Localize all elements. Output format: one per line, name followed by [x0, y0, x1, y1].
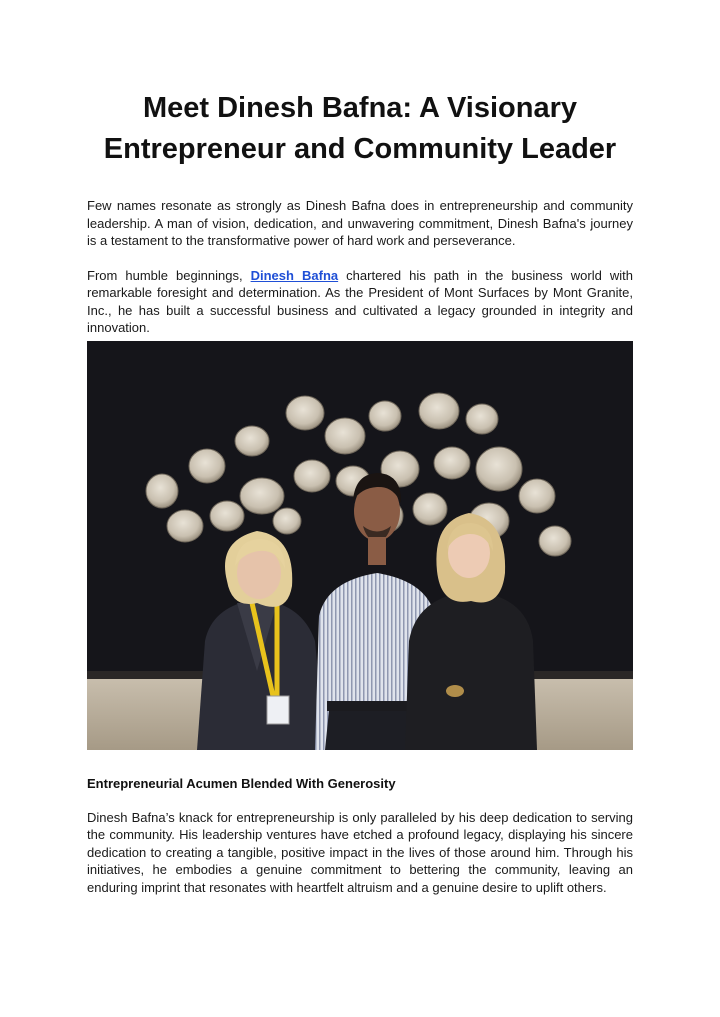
page-title: Meet Dinesh Bafna: A Visionary Entrepreneur and Community Leader [103, 92, 617, 165]
community-paragraph: Dinesh Bafna’s knack for entrepreneurship is only paralleled by his deep dedication to serving the community. His leadership ventures have etched a profound legacy, displaying his sincere dedication to creating a tangible, positive impact in the lives of those around him. Through his initiatives, he embodies a genuine commitment to bettering the community, leaving an enduring imprint that resonates with heartfelt altruism and a genuine desire to uplift others. [87, 809, 633, 895]
section-heading: Entrepreneurial Acumen Blended With Generosity [87, 775, 396, 791]
paragraph-text-after-link: chartered his path in the business world with remarkable foresight and determination. As the President of Mont Surfaces by Mont Granite, Inc., he has built a successful business and cultivated a legacy grounded in integrity and innovation. [87, 267, 633, 335]
background-paragraph [87, 267, 633, 337]
paragraph-text-before-link: From humble beginnings, [87, 267, 251, 283]
intro-paragraph: Few names resonate as strongly as Dinesh Bafna does in entrepreneurship and community leadership. A man of vision, dedication, and unwavering commitment, Dinesh Bafna's journey is a testament to the transformative power of hard work and perseverance. [87, 198, 633, 248]
article [87, 0, 633, 896]
group-photo [87, 341, 633, 750]
dinesh-bafna-link[interactable]: Dinesh Bafna [250, 267, 339, 283]
